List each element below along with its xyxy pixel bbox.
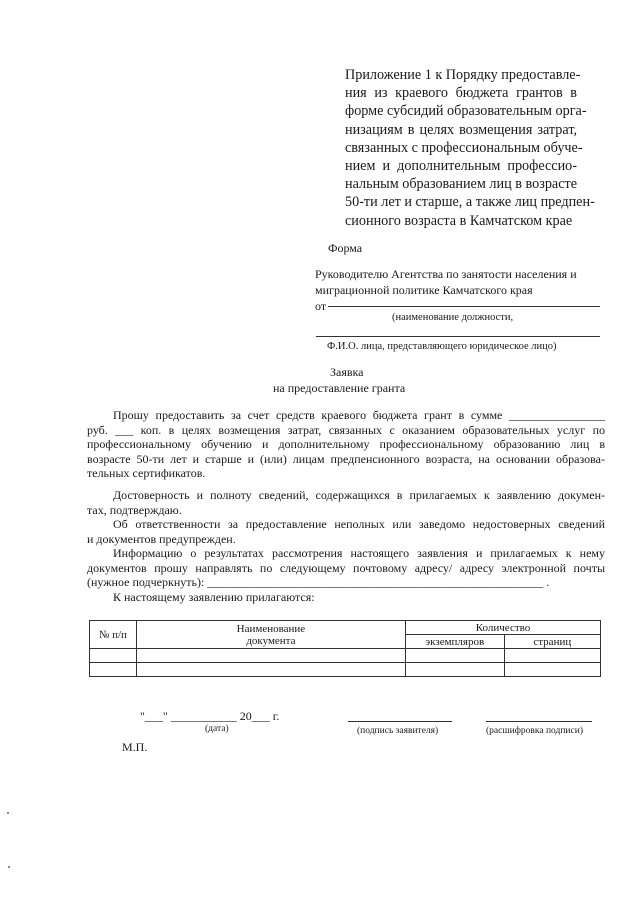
appendix-line: низациям в целях возмещения затрат, xyxy=(345,121,577,138)
text-line: тах, подтверждаю. xyxy=(87,502,182,517)
paragraph-attachments xyxy=(87,590,605,605)
appendix-line: 50-ти лет и старше, а также лиц предпен- xyxy=(345,194,595,211)
appendix-line: нальным образованием лиц в возрасте xyxy=(345,176,577,193)
header-pages: страниц xyxy=(504,635,600,649)
decode-line xyxy=(486,721,592,722)
table-cell xyxy=(406,663,505,677)
text-line: возрасте 50-ти лет и старше и (или) лицам предпенсионного возраста, на основании образова- xyxy=(87,451,605,466)
paragraph-accuracy xyxy=(87,488,605,517)
appendix-note xyxy=(345,66,595,230)
table-cell xyxy=(90,649,137,663)
text-line: и документов предупрежден. xyxy=(87,531,236,546)
table-cell xyxy=(406,649,505,663)
text-line: К настоящему заявлению прилагаются: xyxy=(113,590,315,604)
header-copies: экземпляров xyxy=(406,635,505,649)
appendix-line: связанных с профессиональным обуче- xyxy=(345,139,583,156)
appendix-line: нием и дополнительным профессио- xyxy=(345,158,577,175)
header-num: № п/п xyxy=(90,621,137,649)
header-quantity: Количество xyxy=(406,621,601,635)
table-row xyxy=(90,649,601,663)
text-line: документов прошу направлять по следующему почтовому адресу/ адресу электронной почты xyxy=(87,560,605,575)
paragraph-responsibility xyxy=(87,517,605,546)
doc-title: Заявка xyxy=(330,365,364,379)
text-line: профессиональному обучению и дополнительному профессиональному образованию лиц в xyxy=(87,437,605,452)
attachments-table xyxy=(89,620,601,677)
table-cell xyxy=(504,663,600,677)
scan-speck xyxy=(8,866,10,868)
text-line: Достоверность и полноту сведений, содержащихся в прилагаемых к заявлению докумен- xyxy=(113,488,605,502)
addressee-line-1: Руководителю Агентства по занятости населения и xyxy=(315,267,577,281)
appendix-line: форме субсидий образовательным орга- xyxy=(345,103,587,120)
appendix-line: Приложение 1 к Порядку предоставле- xyxy=(345,67,581,83)
table-cell xyxy=(504,649,600,663)
addressee-line-2: миграционной политике Камчатского края xyxy=(315,283,533,297)
decode-caption: (расшифровка подписи) xyxy=(486,726,583,736)
name-caption: Ф.И.О. лица, представляющего юридическое лицо) xyxy=(327,341,557,352)
date-caption: (дата) xyxy=(205,724,229,734)
signature-line xyxy=(348,721,452,722)
text-line: руб. ___ коп. в целях возмещения затрат, связанных с оказанием образовательных услуг по xyxy=(87,422,605,437)
addressee-from: от xyxy=(315,299,327,313)
text-line: Об ответственности за предоставление неполных или заведомо недостоверных сведений xyxy=(113,517,605,531)
doc-subtitle: на предоставление гранта xyxy=(273,381,406,395)
paragraph-information xyxy=(87,546,605,590)
appendix-line: ния из краевого бюджета грантов в xyxy=(345,85,577,102)
text-line: тельных сертификатов. xyxy=(87,466,206,481)
table-row xyxy=(90,663,601,677)
text-line: Информацию о результатах рассмотрения настоящего заявления и прилагаемых к нему xyxy=(113,546,605,560)
name-blank-line xyxy=(316,336,600,337)
table-cell xyxy=(90,663,137,677)
table-cell xyxy=(136,649,405,663)
stamp-place: М.П. xyxy=(122,740,148,754)
table-cell xyxy=(136,663,405,677)
paragraph-request xyxy=(87,408,605,481)
text-line: Прошу предоставить за счет средств краевого бюджета грант в сумме ________________ xyxy=(113,408,605,422)
signature-caption: (подпись заявителя) xyxy=(357,726,439,736)
date-field: "___" ___________ 20___ г. xyxy=(140,709,280,723)
scan-speck xyxy=(7,812,9,814)
from-blank-line xyxy=(328,306,600,307)
text-line: (нужное подчеркнуть): ________________________________________________________ . xyxy=(87,575,550,590)
form-label: Форма xyxy=(328,241,363,255)
position-caption: (наименование должности, xyxy=(392,312,514,323)
header-doc-name: Наименование документа xyxy=(136,621,405,649)
appendix-line: сионного возраста в Камчатском крае xyxy=(345,212,573,229)
